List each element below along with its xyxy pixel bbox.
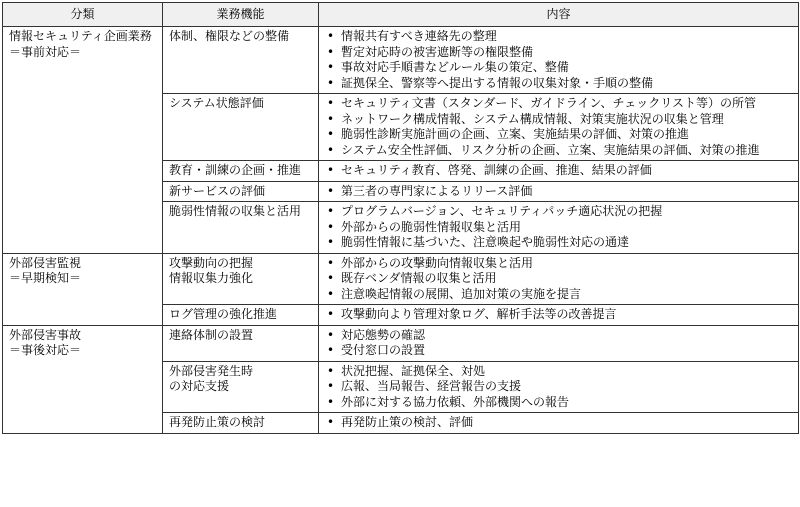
list-item: • 再発防止策の検討、評価	[325, 415, 792, 431]
list-item: • セキュリティ文書（スタンダード、ガイドライン、チェックリスト等）の所管	[325, 96, 792, 112]
list-item: • ネットワーク構成情報、システム構成情報、対策実施状況の収集と管理	[325, 112, 792, 128]
list-item: • 攻撃動向より管理対象ログ、解析手法等の改善提言	[325, 307, 792, 323]
content-list	[325, 328, 792, 359]
security-functions-table	[2, 2, 799, 434]
function-cell	[163, 325, 319, 361]
list-item: • 注意喚起情報の展開、追加対策の実施を提言	[325, 287, 792, 303]
table-row	[3, 325, 799, 361]
table-body	[3, 27, 799, 434]
list-item: • 外部に対する協力依頼、外部機関への報告	[325, 395, 792, 411]
function-cell	[163, 27, 319, 94]
function-label: システム状態評価	[169, 96, 264, 110]
list-item: • 広報、当局報告、経営報告の支援	[325, 379, 792, 395]
function-cell	[163, 253, 319, 305]
function-label: 脆弱性情報の収集と活用	[169, 204, 302, 218]
list-item: • 外部からの攻撃動向情報収集と活用	[325, 256, 792, 272]
header-content: 内容	[319, 3, 799, 27]
list-item: • 証拠保全、警察等へ提出する情報の収集対象・手順の整備	[325, 76, 792, 92]
list-item: • 既存ベンダ情報の収集と活用	[325, 271, 792, 287]
function-label: 教育・訓練の企画・推進	[169, 163, 302, 177]
function-label: ログ管理の強化推進	[169, 307, 278, 321]
function-cell	[163, 94, 319, 161]
list-item: • 脆弱性情報に基づいた、注意喚起や脆弱性対応の通達	[325, 235, 792, 251]
category-label: 外部侵害事故	[9, 327, 82, 342]
function-label: 情報収集力強化	[169, 271, 254, 285]
list-item: • 事故対応手順書などルール集の策定、整備	[325, 60, 792, 76]
list-item: • 第三者の専門家によるリリース評価	[325, 184, 792, 200]
content-list	[325, 364, 792, 411]
function-label: 新サービスの評価	[169, 183, 266, 198]
content-cell	[319, 27, 799, 94]
content-list	[325, 96, 792, 158]
category-label: 外部侵害監視	[9, 255, 82, 270]
function-cell	[163, 202, 319, 254]
content-cell	[319, 94, 799, 161]
category-label: 情報セキュリティ企画業務	[9, 29, 152, 43]
function-label: 外部侵害発生時	[169, 363, 254, 378]
table-row	[3, 27, 799, 94]
function-label: 攻撃動向の把握	[169, 255, 254, 270]
category-cell	[3, 27, 163, 254]
function-cell	[163, 161, 319, 182]
content-list	[325, 204, 792, 251]
function-label: 体制、権限などの整備	[169, 29, 290, 43]
content-cell	[319, 325, 799, 361]
function-label: の対応支援	[169, 379, 230, 393]
list-item: • 受付窓口の設置	[325, 343, 792, 359]
function-label: 再発防止策の検討	[169, 415, 266, 429]
list-item: • 情報共有すべき連絡先の整理	[325, 29, 792, 45]
header-category: 分類	[3, 3, 163, 27]
category-cell	[3, 253, 163, 325]
content-cell	[319, 413, 799, 434]
list-item: • セキュリティ教育、啓発、訓練の企画、推進、結果の評価	[325, 163, 792, 179]
category-label: ＝事前対応＝	[9, 44, 82, 59]
header-function: 業務機能	[163, 3, 319, 27]
category-label: ＝早期検知＝	[9, 271, 82, 285]
content-list	[325, 29, 792, 91]
content-cell	[319, 361, 799, 413]
category-cell	[3, 325, 163, 433]
category-label: ＝事後対応＝	[9, 343, 82, 357]
header-row	[3, 3, 799, 27]
content-list	[325, 415, 792, 431]
content-cell	[319, 202, 799, 254]
function-cell	[163, 361, 319, 413]
list-item: • 暫定対応時の被害遮断等の権限整備	[325, 45, 792, 61]
content-cell	[319, 161, 799, 182]
list-item: • 外部からの脆弱性情報収集と活用	[325, 220, 792, 236]
function-cell	[163, 413, 319, 434]
content-cell	[319, 181, 799, 202]
list-item: • プログラムバージョン、セキュリティパッチ適応状況の把握	[325, 204, 792, 220]
list-item: • 対応態勢の確認	[325, 328, 792, 344]
content-cell	[319, 305, 799, 326]
list-item: • システム安全性評価、リスク分析の企画、立案、実施結果の評価、対策の推進	[325, 143, 792, 159]
content-list	[325, 163, 792, 179]
content-list	[325, 184, 792, 200]
content-list	[325, 256, 792, 303]
content-cell	[319, 253, 799, 305]
table-row	[3, 253, 799, 305]
list-item: • 脆弱性診断実施計画の企画、立案、実施結果の評価、対策の推進	[325, 127, 792, 143]
function-cell	[163, 305, 319, 326]
function-cell	[163, 181, 319, 202]
content-list	[325, 307, 792, 323]
function-label: 連絡体制の設置	[169, 327, 254, 342]
list-item: • 状況把握、証拠保全、対処	[325, 364, 792, 380]
